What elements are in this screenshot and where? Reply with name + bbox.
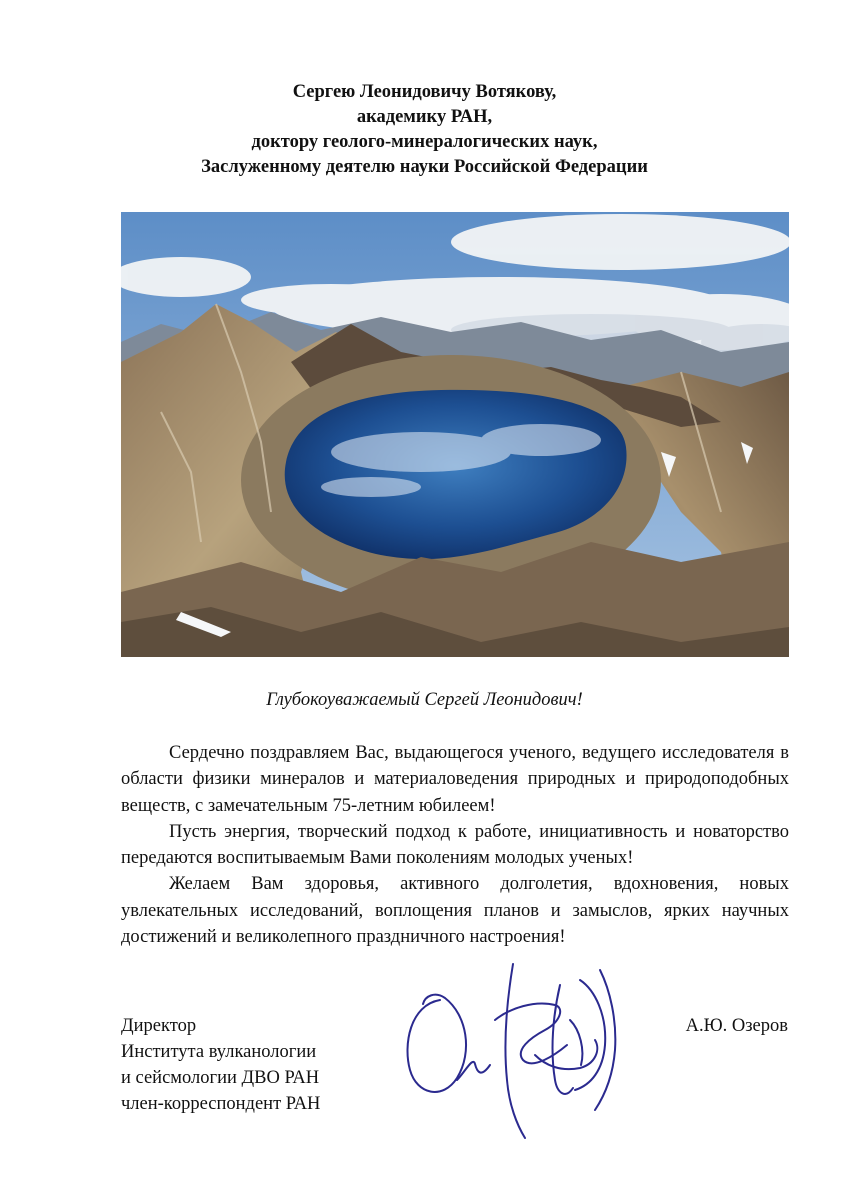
signer-position-line: Директор xyxy=(121,1016,197,1036)
addressee-line: академику РАН, xyxy=(356,107,493,127)
signer-name: А.Ю. Озеров xyxy=(685,1016,788,1036)
signer-position-line: Института вулканологии xyxy=(121,1042,317,1062)
crater-lake-photo xyxy=(121,212,789,657)
body-paragraph: Желаем Вам здоровья, активного долголетия, вдохновения, новых увлекательных исследований, воплощения планов и замыслов, ярких научных достижений и великолепного праздничного настроения! xyxy=(121,874,789,948)
addressee-line: доктору геолого-минералогических наук, xyxy=(251,132,598,152)
addressee-line: Сергею Леонидовичу Вотякову, xyxy=(292,82,557,102)
body-paragraph: Пусть энергия, творческий подход к работе, инициативность и новаторство передаются воспитываемым Вами поколениям молодых ученых! xyxy=(121,821,789,869)
addressee-block xyxy=(0,80,849,180)
landscape-illustration xyxy=(121,212,789,657)
handwritten-signature xyxy=(395,960,640,1145)
salutation: Глубокоуважаемый Сергей Леонидович! xyxy=(266,690,583,710)
letter-body xyxy=(121,740,789,950)
body-paragraph: Сердечно поздравляем Вас, выдающегося ученого, ведущего исследователя в области физики минералов и материаловедения природных и природоподобных веществ, с замечательным 75-летним юбилеем! xyxy=(121,743,789,816)
signer-position-line: и сейсмологии ДВО РАН xyxy=(121,1068,320,1088)
signer-position-line: член-корреспондент РАН xyxy=(121,1094,321,1114)
addressee-line: Заслуженному деятелю науки Российской Федерации xyxy=(201,157,648,177)
signer-position xyxy=(121,1013,320,1117)
